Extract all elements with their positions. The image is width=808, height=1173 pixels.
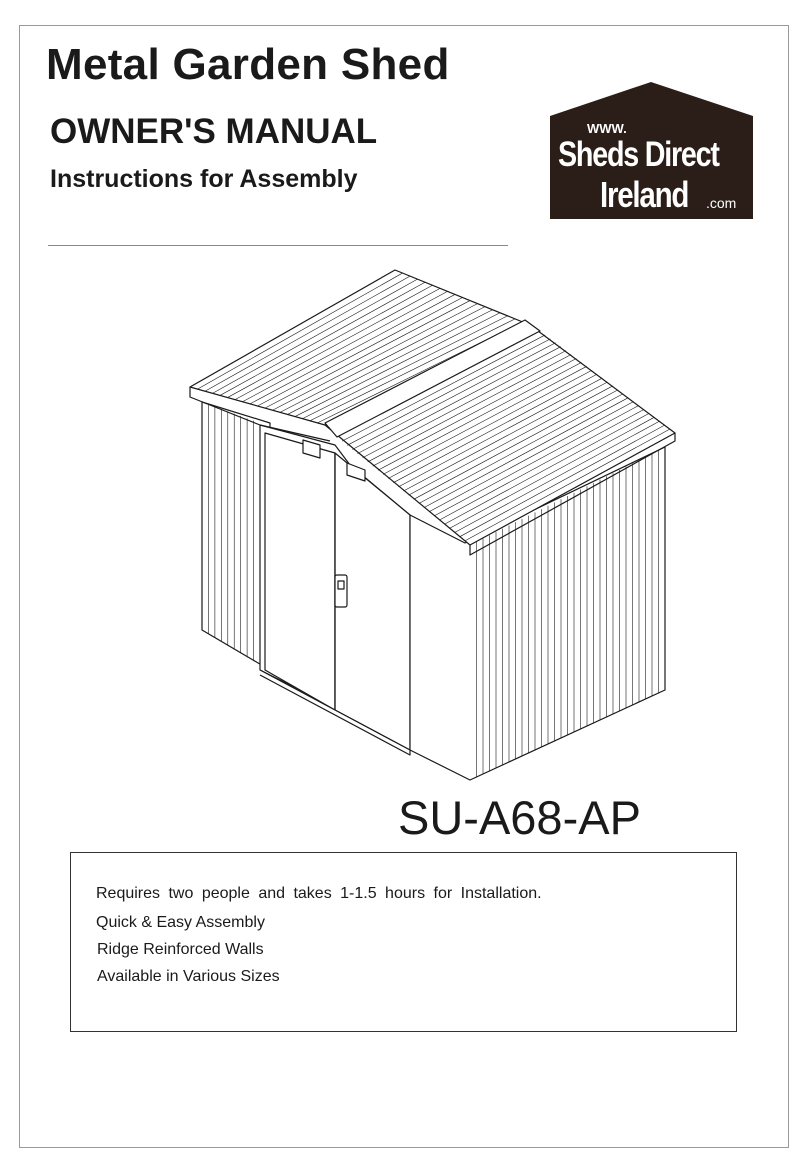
shed-illustration	[185, 265, 680, 790]
feature-line: Requires two people and takes 1-1.5 hours for Installation.	[96, 885, 542, 902]
header-divider	[48, 245, 508, 246]
logo-prefix: WWW.	[587, 121, 627, 136]
feature-line: Quick & Easy Assembly	[96, 914, 265, 931]
logo-brand-line2: Ireland	[600, 174, 689, 215]
logo-suffix: .com	[706, 195, 737, 211]
feature-line: Available in Various Sizes	[97, 968, 280, 985]
document-subtitle: OWNER'S MANUAL	[50, 112, 378, 151]
logo-brand-line1: Sheds Direct	[558, 135, 719, 174]
document-title: Metal Garden Shed	[46, 40, 450, 89]
brand-logo	[550, 82, 753, 219]
instructions-heading: Instructions for Assembly	[50, 165, 358, 193]
metal-shed-illustration-icon	[185, 265, 680, 790]
features-box	[70, 852, 737, 1032]
feature-line: Ridge Reinforced Walls	[97, 941, 264, 958]
model-number: SU-A68-AP	[398, 791, 641, 844]
